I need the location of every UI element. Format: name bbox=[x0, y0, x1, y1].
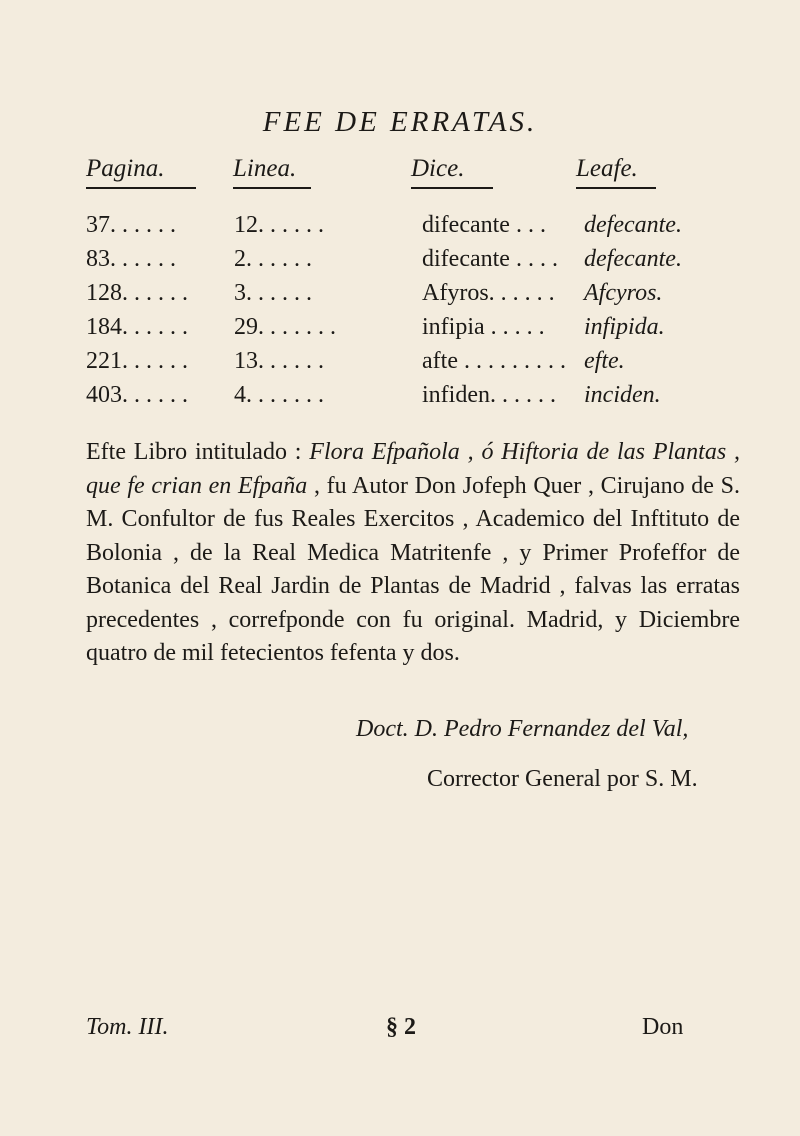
book-title: Flora Efpañola , ó Hiftoria de las Plantas , que fe crian en Efpaña bbox=[86, 439, 740, 499]
column-header-pagina bbox=[86, 155, 196, 189]
errata-line: 3. . . . . . bbox=[234, 280, 312, 306]
column-header-leafe bbox=[576, 155, 656, 189]
errata-says: difecante . . . bbox=[422, 212, 546, 238]
corrector-title: Corrector General por S. M. bbox=[427, 766, 698, 792]
errata-line: 12. . . . . . bbox=[234, 212, 324, 238]
errata-read: infipida. bbox=[584, 314, 665, 340]
column-header-dice-label: Dice. bbox=[411, 155, 465, 182]
errata-says: infiden. . . . . . bbox=[422, 382, 556, 408]
errata-says: difecante . . . . bbox=[422, 246, 558, 272]
errata-line: 29. . . . . . . bbox=[234, 314, 336, 340]
errata-row bbox=[86, 276, 786, 310]
errata-line: 2. . . . . . bbox=[234, 246, 312, 272]
certification-text-start: Efte Libro intitulado : bbox=[86, 439, 310, 465]
column-header-dice bbox=[411, 155, 493, 189]
column-header-rule bbox=[576, 187, 656, 189]
errata-row bbox=[86, 344, 786, 378]
errata-read: efte. bbox=[584, 348, 625, 374]
errata-row bbox=[86, 242, 786, 276]
column-header-rule bbox=[411, 187, 493, 189]
column-header-linea-label: Linea. bbox=[233, 155, 297, 182]
errata-page: 184. . . . . . bbox=[86, 314, 188, 340]
errata-read: inciden. bbox=[584, 382, 661, 408]
certification-paragraph bbox=[86, 436, 740, 671]
certification-text-end: , fu Autor Don Jofeph Quer , Cirujano de S. M. Confultor de fus Reales Exercitos , Academico del Inftituto de Bolonia , de la Real Medica Matritenfe , y Primer Profeffor de Botanica del Real Jardin de Plantas de Madrid , falvas las erratas precedentes , correfponde con fu original. Madrid, y Diciembre quatro de mil fetecientos fefenta y dos. bbox=[86, 472, 740, 666]
column-header-rule bbox=[233, 187, 311, 189]
errata-says: afte . . . . . . . . . bbox=[422, 348, 566, 374]
column-header-linea bbox=[233, 155, 311, 189]
column-header-pagina-label: Pagina. bbox=[86, 155, 165, 182]
errata-page: 83. . . . . . bbox=[86, 246, 176, 272]
errata-read: defecante. bbox=[584, 212, 682, 238]
page-title: FEE DE ERRATAS. bbox=[262, 106, 538, 138]
footer-volume: Tom. III. bbox=[86, 1014, 169, 1040]
errata-page: 37. . . . . . bbox=[86, 212, 176, 238]
footer-catchword: Don bbox=[642, 1014, 684, 1040]
column-header-leafe-label: Leafe. bbox=[576, 155, 638, 182]
errata-page: 221. . . . . . bbox=[86, 348, 188, 374]
footer-signature-mark: § 2 bbox=[386, 1014, 416, 1040]
errata-line: 13. . . . . . bbox=[234, 348, 324, 374]
column-header-rule bbox=[86, 187, 196, 189]
errata-row bbox=[86, 378, 786, 412]
errata-read: Afcyros. bbox=[584, 280, 663, 306]
errata-row bbox=[86, 310, 786, 344]
errata-says: infipia . . . . . bbox=[422, 314, 545, 340]
errata-table bbox=[86, 208, 786, 412]
errata-page: 128. . . . . . bbox=[86, 280, 188, 306]
errata-line: 4. . . . . . . bbox=[234, 382, 324, 408]
signature-name: Doct. D. Pedro Fernandez del Val, bbox=[356, 716, 689, 742]
errata-read: defecante. bbox=[584, 246, 682, 272]
errata-page: 403. . . . . . bbox=[86, 382, 188, 408]
errata-row bbox=[86, 208, 786, 242]
errata-says: Afyros. . . . . . bbox=[422, 280, 555, 306]
